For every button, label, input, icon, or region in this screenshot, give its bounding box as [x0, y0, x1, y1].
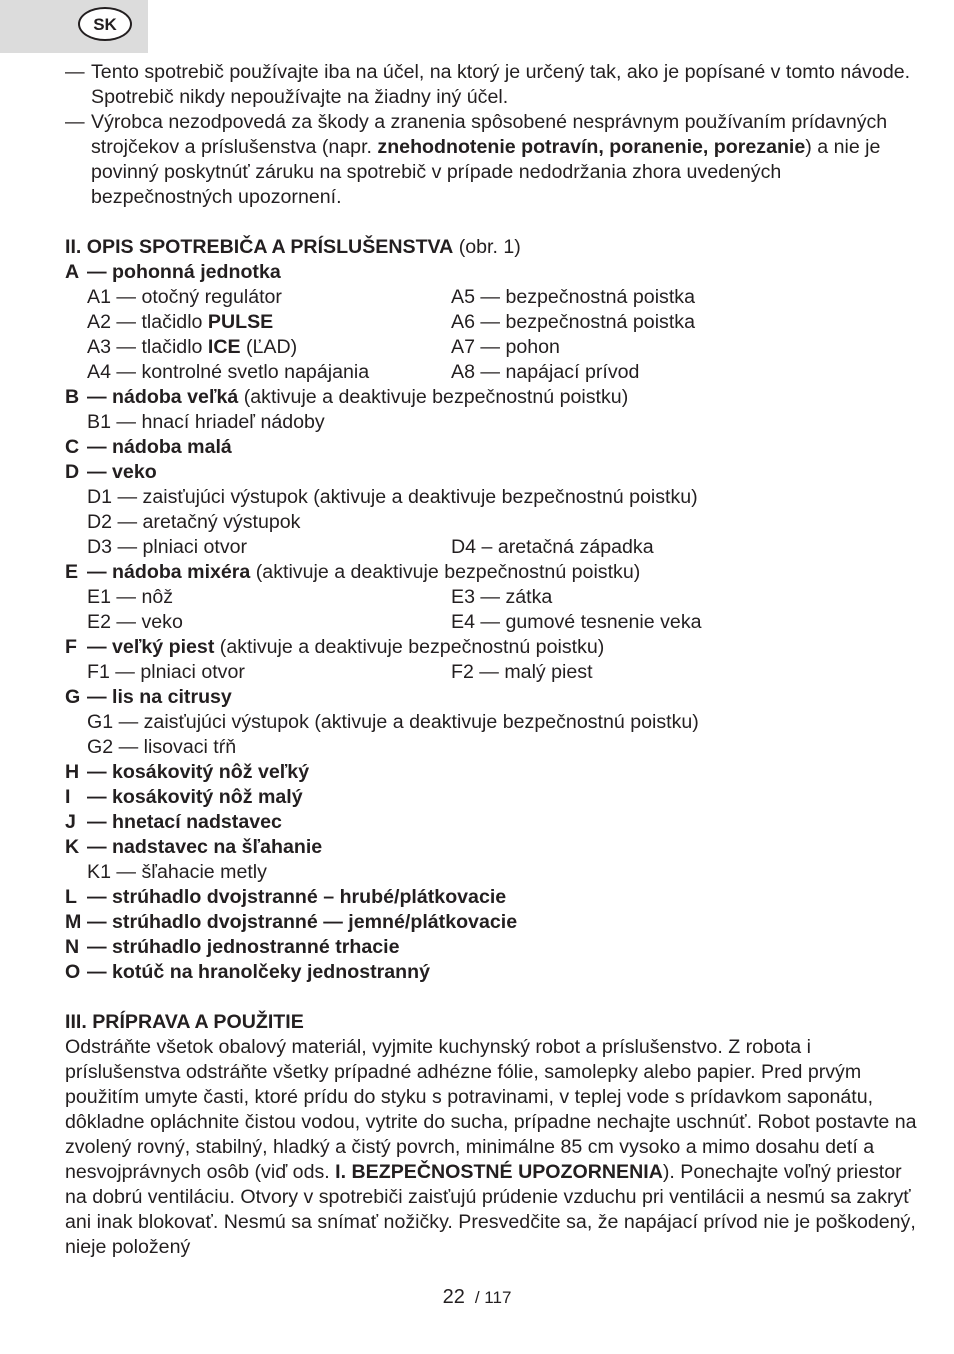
- sub-part-left: [65, 410, 451, 435]
- part-title: [87, 760, 309, 785]
- sub-part-text: A8 — napájací prívod: [451, 361, 640, 383]
- part-letter: E: [65, 561, 79, 583]
- sub-part-text: D4 – aretačná západka: [451, 536, 654, 558]
- sub-part-text: B1 — hnací hriadeľ nádoby: [87, 411, 325, 433]
- sub-part-text: A4 — kontrolné svetlo napájania: [87, 361, 370, 383]
- page-footer: [0, 1285, 954, 1310]
- part-name: — hnetací nadstavec: [87, 811, 282, 833]
- sub-part-right: [451, 285, 695, 310]
- sub-part-left: [65, 360, 451, 385]
- part-name: — veko: [87, 461, 157, 483]
- part-note: (aktivuje a deaktivuje bezpečnostnú poistku): [250, 561, 641, 583]
- sub-part-text: E1 — nôž: [87, 586, 174, 608]
- bullet-dash: —: [65, 61, 85, 83]
- sub-part-text: D3 — plniaci otvor: [87, 536, 248, 558]
- bullet-dash: —: [65, 111, 85, 133]
- sub-part-row: [65, 310, 925, 335]
- parts-list: [65, 260, 925, 985]
- part-item: [65, 685, 925, 710]
- sub-part-text: ICE: [207, 336, 241, 358]
- part-title: [87, 435, 232, 460]
- part-title: [87, 935, 399, 960]
- sub-part-row: [65, 485, 925, 510]
- sub-part-left: [65, 535, 451, 560]
- sub-part-row: [65, 610, 925, 635]
- part-letter: B: [65, 386, 80, 408]
- part-name: — veľký piest: [87, 636, 215, 658]
- part-title: [87, 960, 430, 985]
- part-name: — nádoba mixéra: [87, 561, 251, 583]
- part-name: — pohonná jednotka: [87, 261, 281, 283]
- part-name: — strúhadlo jednostranné trhacie: [87, 936, 400, 958]
- part-item: [65, 460, 925, 485]
- part-item: [65, 785, 925, 810]
- part-letter: K: [65, 836, 80, 858]
- part-letter: D: [65, 461, 80, 483]
- part-title: [87, 385, 628, 410]
- page-content: [65, 60, 925, 1260]
- sub-part-row: [65, 585, 925, 610]
- part-letter: F: [65, 636, 77, 658]
- section2-title-suffix: (obr. 1): [453, 236, 521, 258]
- part-name: — nádoba malá: [87, 436, 232, 458]
- bullet-text: ) a nie je povinný poskytnúť záruku na spotrebič v prípade nedodržania zhora uvedených bezpečnostných upozornení.: [91, 136, 881, 208]
- sub-part-text: F2 — malý piest: [451, 661, 593, 683]
- sub-part-right: [451, 360, 639, 385]
- page-number: 22: [442, 1286, 465, 1308]
- sub-part-row: [65, 660, 925, 685]
- sub-part-text: A2 — tlačidlo: [87, 311, 208, 333]
- part-letter: A: [65, 261, 80, 283]
- sub-part-text: E2 — veko: [87, 611, 183, 633]
- sub-part-text: D1 — zaisťujúci výstupok (aktivuje a deaktivuje bezpečnostnú poistku): [87, 486, 698, 508]
- sub-part-left: [65, 610, 451, 635]
- part-name: — lis na citrusy: [87, 686, 232, 708]
- intro-section: [65, 60, 925, 210]
- sub-part-text: A6 — bezpečnostná poistka: [451, 311, 695, 333]
- part-letter: C: [65, 436, 80, 458]
- sub-part-text: PULSE: [207, 311, 274, 333]
- sub-part-left: [65, 285, 451, 310]
- paragraph-text: I. BEZPEČNOSTNÉ UPOZORNENIA: [335, 1161, 663, 1183]
- part-item: [65, 760, 925, 785]
- part-name: — kotúč na hranolčeky jednostranný: [87, 961, 430, 983]
- page-total: / 117: [474, 1288, 512, 1307]
- sub-part-text: A5 — bezpečnostná poistka: [451, 286, 695, 308]
- part-title: [87, 835, 322, 860]
- sub-part-text: A1 — otočný regulátor: [87, 286, 282, 308]
- sub-part-left: [65, 735, 451, 760]
- language-tab: [0, 0, 148, 53]
- sub-part-row: [65, 735, 925, 760]
- part-item: [65, 385, 925, 410]
- part-note: (aktivuje a deaktivuje bezpečnostnú poistku): [238, 386, 629, 408]
- part-item: [65, 260, 925, 285]
- part-title: [87, 460, 157, 485]
- part-letter: N: [65, 936, 80, 958]
- sub-part-left: [65, 335, 451, 360]
- section2-heading: [65, 235, 925, 260]
- sub-part-right: [451, 335, 560, 360]
- sub-part-text: A7 — pohon: [451, 336, 560, 358]
- part-item: [65, 935, 925, 960]
- sub-part-left: [65, 510, 451, 535]
- sub-part-text: E3 — zátka: [451, 586, 553, 608]
- part-letter: G: [65, 686, 81, 708]
- sub-part-left: [65, 585, 451, 610]
- part-item: [65, 910, 925, 935]
- sub-part-text: E4 — gumové tesnenie veka: [451, 611, 702, 633]
- part-letter: J: [65, 811, 76, 833]
- sub-part-text: (ĽAD): [240, 336, 298, 358]
- part-item: [65, 810, 925, 835]
- bullet-text: Výrobca nezodpovedá za škody a zranenia spôsobené nesprávnym používaním prídavných strojčekov a príslušenstva (napr.: [91, 111, 888, 158]
- part-title: [87, 885, 506, 910]
- sub-part-right: [451, 310, 695, 335]
- language-badge: SK: [78, 7, 132, 41]
- sub-part-text: G2 — lisovaci tŕň: [87, 736, 237, 758]
- part-title: [87, 785, 303, 810]
- part-title: [87, 685, 232, 710]
- sub-part-row: [65, 285, 925, 310]
- part-name: — nádoba veľká: [87, 386, 239, 408]
- sub-part-right: [451, 610, 702, 635]
- sub-part-row: [65, 360, 925, 385]
- bullet-text: Tento spotrebič používajte iba na účel, na ktorý je určený tak, ako je popísané v tomto návode. Spotrebič nikdy nepoužívajte na žiadny iný účel.: [91, 61, 911, 108]
- part-title: [87, 260, 281, 285]
- part-item: [65, 885, 925, 910]
- sub-part-row: [65, 510, 925, 535]
- part-name: — strúhadlo dvojstranné — jemné/plátkovacie: [87, 911, 518, 933]
- part-letter: H: [65, 761, 80, 783]
- spacer: [65, 210, 925, 235]
- part-name: — kosákovitý nôž veľký: [87, 761, 310, 783]
- sub-part-text: F1 — plniaci otvor: [87, 661, 245, 683]
- sub-part-text: D2 — aretačný výstupok: [87, 511, 301, 533]
- sub-part-left: [65, 860, 451, 885]
- part-item: [65, 635, 925, 660]
- sub-part-text: K1 — šľahacie metly: [87, 861, 267, 883]
- part-title: [87, 560, 640, 585]
- sub-part-right: [451, 585, 552, 610]
- sub-part-text: A3 — tlačidlo: [87, 336, 208, 358]
- part-title: [87, 635, 604, 660]
- part-title: [87, 910, 517, 935]
- part-title: [87, 810, 282, 835]
- part-item: [65, 960, 925, 985]
- section3-paragraph: [65, 1035, 925, 1260]
- sub-part-row: [65, 535, 925, 560]
- part-letter: I: [65, 786, 71, 808]
- part-letter: M: [65, 911, 82, 933]
- part-note: (aktivuje a deaktivuje bezpečnostnú poistku): [214, 636, 605, 658]
- intro-bullet: [65, 60, 925, 110]
- part-item: [65, 435, 925, 460]
- part-item: [65, 835, 925, 860]
- part-name: — strúhadlo dvojstranné – hrubé/plátkovacie: [87, 886, 507, 908]
- sub-part-row: [65, 335, 925, 360]
- sub-part-row: [65, 410, 925, 435]
- sub-part-right: [451, 535, 654, 560]
- part-letter: L: [65, 886, 77, 908]
- section3-title: III. PRÍPRAVA A POUŽITIE: [65, 1011, 304, 1033]
- intro-bullet: [65, 110, 925, 210]
- part-item: [65, 560, 925, 585]
- sub-part-row: [65, 710, 925, 735]
- part-letter: O: [65, 961, 81, 983]
- section2-title: II. OPIS SPOTREBIČA A PRÍSLUŠENSTVA: [65, 236, 454, 258]
- spacer: [65, 985, 925, 1010]
- bullet-text: znehodnotenie potravín, poranenie, porezanie: [377, 136, 806, 158]
- sub-part-left: [65, 310, 451, 335]
- sub-part-left: [65, 660, 451, 685]
- sub-part-right: [451, 660, 593, 685]
- part-name: — kosákovitý nôž malý: [87, 786, 303, 808]
- sub-part-row: [65, 860, 925, 885]
- part-name: — nadstavec na šľahanie: [87, 836, 323, 858]
- sub-part-text: G1 — zaisťujúci výstupok (aktivuje a deaktivuje bezpečnostnú poistku): [87, 711, 699, 733]
- paragraph-text: Odstráňte všetok obalový materiál, vyjmite kuchynský robot a príslušenstvo. Z robota i príslušenstva odstráňte všetky prípadné adhézne fólie, samolepky alebo papier. Pred prvým použitím umyte časti, ktoré prídu do styku s potravinami, v teplej vode s prídavkom saponátu, dôkladne opláchnite čistou vodou, vytrite do sucha, prípadne nechajte uschnúť. Robot postavte na zvolený rovný, stabilný, hladký a čistý povrch, minimálne 85 cm vysoko a mimo dosahu detí a nesvojprávnych osôb (viď ods.: [65, 1036, 917, 1183]
- paragraph-text: ). Ponechajte voľný priestor na dobrú ventiláciu. Otvory v spotrebiči zaisťujú prúdenie vzduchu pri ventilácii a nesmú sa zakryť ani inak blokovať. Nesmú sa snímať nožičky. Presvedčite sa, že napájací prívod nie je poškodený, nieje položený: [65, 1161, 916, 1258]
